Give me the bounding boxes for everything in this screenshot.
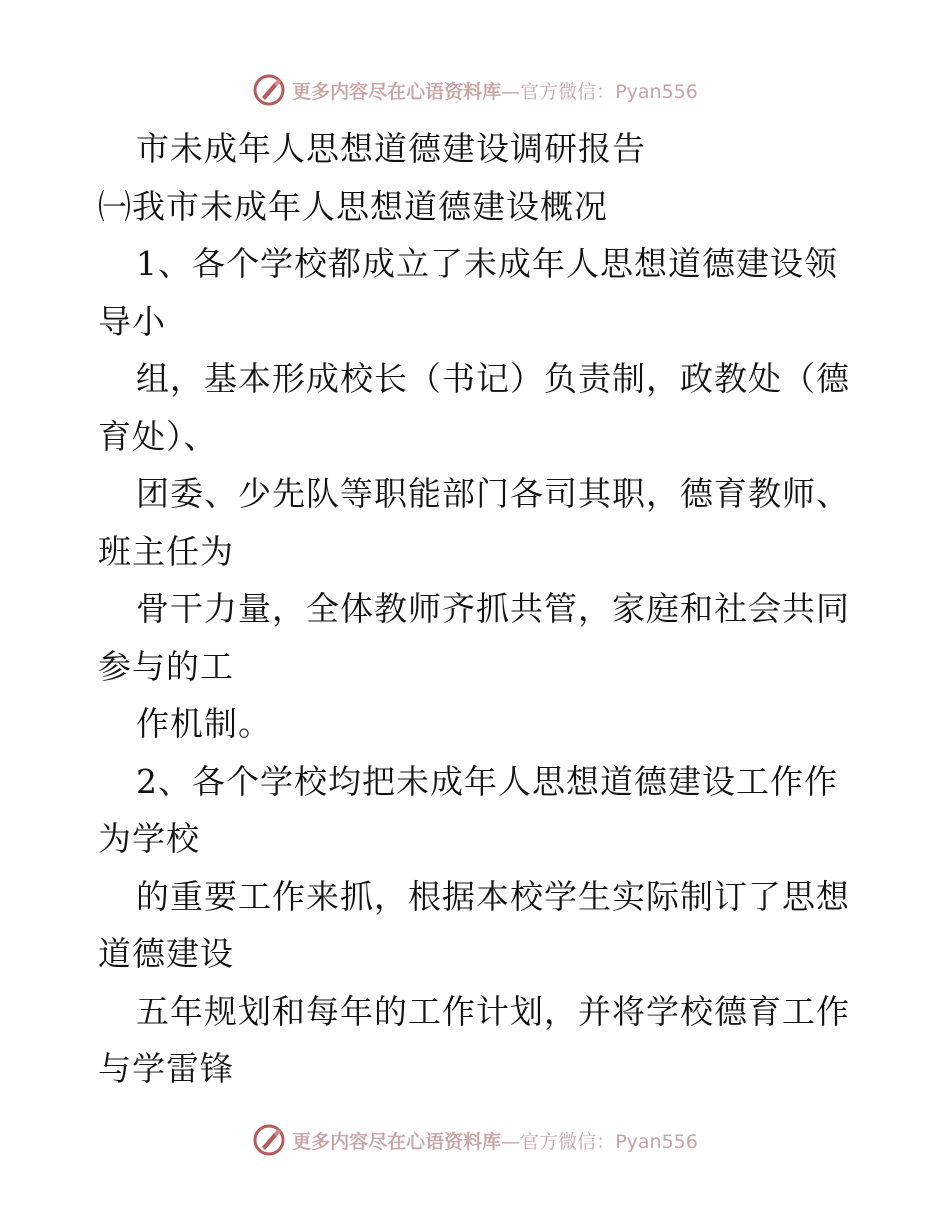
document-body [98, 120, 858, 1098]
watermark-brand: 更多内容尽在心语资料库 [292, 1130, 502, 1153]
text-line: 五年规划和每年的工作计划，并将学校德育工作 [136, 991, 850, 1031]
text-line: 班主任为 [98, 531, 234, 571]
text-line: 骨干力量，全体教师齐抓共管，家庭和社会共同 [136, 589, 850, 628]
text-line: 2、各个学校均把未成年人思想道德建设工作作 [136, 761, 838, 801]
watermark-footer [0, 1120, 950, 1160]
watermark-header [0, 70, 950, 110]
pen-logo-icon [252, 1123, 286, 1157]
text-line: 团委、少先队等职能部门各司其职，德育教师、 [136, 474, 850, 513]
watermark-wechat-id: Pyan556 [615, 80, 698, 103]
watermark-wechat-id: Pyan556 [615, 1130, 698, 1153]
watermark-official: 官方微信： [520, 80, 616, 103]
text-line: 道德建设 [98, 934, 234, 973]
watermark-dash: — [501, 80, 521, 103]
watermark-dash: — [501, 1130, 521, 1153]
watermark-brand: 更多内容尽在心语资料库 [292, 80, 502, 103]
text-line: 参与的工 [98, 646, 234, 686]
watermark-official: 官方微信： [520, 1130, 616, 1153]
paragraph-lines [98, 235, 858, 1098]
text-line: 的重要工作来抓，根据本校学生实际制订了思想 [136, 876, 850, 916]
text-line: 为学校 [98, 819, 200, 858]
text-line: 1、各个学校都成立了未成年人思想道德建设领 [136, 244, 838, 283]
text-line: 与学雷锋 [98, 1049, 234, 1088]
watermark-text [292, 1127, 698, 1154]
text-line: 育处）、 [98, 416, 218, 456]
section-heading: ㈠我市未成年人思想道德建设概况 [98, 186, 608, 226]
text-line: 组，基本形成校长（书记）负责制，政教处（德 [136, 359, 850, 398]
text-line: 作机制。 [136, 704, 272, 743]
document-title: 市未成年人思想道德建设调研报告 [136, 129, 646, 168]
pen-logo-icon [252, 73, 286, 107]
watermark-text [292, 77, 698, 104]
text-line: 导小 [98, 301, 166, 341]
